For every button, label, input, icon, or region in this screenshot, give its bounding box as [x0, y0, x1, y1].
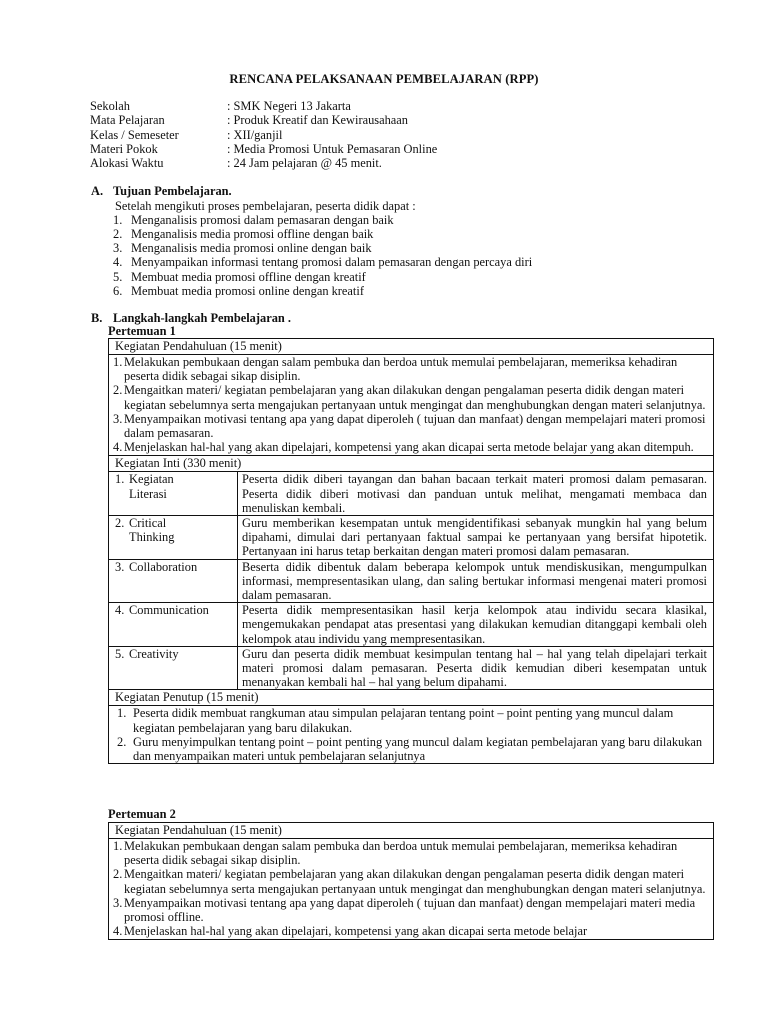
core-activity-table: [109, 472, 713, 689]
section-heading: A. Tujuan Pembelajaran.: [91, 184, 232, 198]
document-title: RENCANA PELAKSANAAN PEMBELAJARAN (RPP): [229, 72, 539, 86]
opening-activity-title: Kegiatan Pendahuluan (15 menit): [109, 339, 713, 355]
table-row: [109, 646, 713, 689]
info-label: Materi Pokok: [90, 141, 158, 156]
table-row: [109, 516, 713, 560]
info-label: Kelas / Semeseter: [90, 127, 179, 142]
section-heading: B. Langkah-langkah Pembelajaran .: [91, 311, 291, 325]
list-item: 1. Peserta didik membuat rangkuman atau simpulan pelajaran tentang point – point penting yang muncul dalam kegiatan pembelajaran yang baru dilakukan.: [117, 706, 674, 735]
meeting-2-label: Pertemuan 2: [108, 807, 176, 821]
info-row-alokasi: [90, 156, 437, 170]
info-label: Sekolah: [90, 99, 130, 113]
activity-name: 4. Communication: [109, 603, 238, 647]
activity-description: Peserta didik diberi tayangan dan bahan bacaan terkait materi promosi dalam pemasaran. Peserta didik diberi motivasi dan panduan untuk melihat, mengamati membaca dan menuliskan kembali.: [242, 472, 707, 515]
list-item: 6. Membuat media promosi online dengan kreatif: [113, 283, 364, 298]
list-item: 2. Mengaitkan materi/ kegiatan pembelajaran yang akan dilakukan dengan pengalaman peserta didik dengan materi kegiatan sebelumnya serta mengajukan pertanyaan untuk mengingat dan menghubungkan dengan materi selanjutnya.: [113, 867, 706, 896]
section-intro: Setelah mengikuti proses pembelajaran, peserta didik dapat :: [115, 198, 416, 213]
list-item: 3. Menganalisis media promosi online dengan baik: [113, 241, 372, 256]
list-item: 2. Menganalisis media promosi offline dengan baik: [113, 226, 374, 241]
list-item: 3. Menyampaikan motivasi tentang apa yang dapat diperoleh ( tujuan dan manfaat) dengan mempelajari materi media promosi offline.: [113, 895, 696, 925]
activity-name: 3. Collaboration: [109, 559, 238, 603]
info-value: : 24 Jam pelajaran @ 45 menit.: [227, 156, 382, 171]
list-item: 2. Guru menyimpulkan tentang point – point penting yang muncul dalam kegiatan pembelajaran yang baru dilakukan dan menyampaikan materi untuk pembelajaran selanjutnya: [117, 734, 703, 764]
section-tujuan: [91, 184, 532, 298]
info-row-mapel: [90, 113, 437, 127]
list-item: 4. Menjelaskan hal-hal yang akan dipelajari, kompetensi yang akan dicapai serta metode belajar yang akan ditempuh.: [113, 440, 694, 455]
info-row-kelas: [90, 128, 437, 142]
table-row: [109, 472, 713, 515]
info-label: Mata Pelajaran: [90, 113, 165, 128]
info-label: Alokasi Waktu: [90, 156, 164, 171]
opening-steps: [109, 355, 713, 455]
list-item: 4. Menyampaikan informasi tentang promosi dalam pemasaran dengan percaya diri: [113, 255, 533, 270]
activity-description: Guru dan peserta didik membuat kesimpulan tentang hal – hal yang telah dipelajari terkait materi promosi dalam pemasaran. Peserta didik kemudian diberi kesempatan untuk menanyakan kembali hal – hal yang belum dipahami.: [238, 646, 714, 689]
opening-steps: [109, 839, 713, 939]
closing-steps: [109, 706, 713, 763]
list-item: 1. Menganalisis promosi dalam pemasaran dengan baik: [113, 212, 394, 227]
identity-block: [90, 99, 437, 170]
activity-description: Guru memberikan kesempatan untuk mengidentifikasi sebanyak mungkin hal yang belum dipahami, dimulai dari pertanyaan faktual sampai ke pertanyaan yang bersifat hipotetik. Pertanyaan ini harus tetap berkaitan dengan materi promosi dalam pemasaran.: [238, 516, 714, 560]
meeting-1-table: [108, 338, 714, 764]
list-item: 5. Membuat media promosi offline dengan kreatif: [113, 269, 366, 284]
list-item: 2. Mengaitkan materi/ kegiatan pembelajaran yang akan dilakukan dengan pengalaman peserta didik dengan materi kegiatan sebelumnya serta mengajukan pertanyaan untuk mengingat dan menghubungkan dengan materi selanjutnya.: [113, 383, 706, 412]
info-value: : SMK Negeri 13 Jakarta: [227, 99, 351, 113]
table-row: [109, 559, 713, 603]
activity-name: 5. Creativity: [109, 646, 238, 689]
info-value: : Produk Kreatif dan Kewirausahaan: [227, 113, 408, 128]
objective-list: [113, 213, 532, 298]
info-row-materi: [90, 142, 437, 156]
closing-activity-title: Kegiatan Penutup (15 menit): [109, 689, 713, 706]
info-value: : XII/ganjil: [227, 127, 283, 142]
meeting-1-label: Pertemuan 1: [108, 324, 176, 338]
list-item: 4. Menjelaskan hal-hal yang akan dipelajari, kompetensi yang akan dicapai serta metode belajar: [113, 924, 588, 939]
info-row-sekolah: [90, 99, 437, 113]
activity-name: 1. Kegiatan Literasi: [109, 472, 238, 515]
activity-description: Beserta didik dibentuk dalam beberapa kelompok untuk mendiskusikan, mengumpulkan informasi, mempresentasikan ulang, dan saling bertukar informasi mengenai materi promosi dalam pemasaran.: [238, 559, 714, 603]
list-item: 1. Melakukan pembukaan dengan salam pembuka dan berdoa untuk memulai pembelajaran, memeriksa kehadiran peserta didik sebagai sikap disiplin.: [113, 839, 678, 868]
activity-description: Peserta didik mempresentasikan hasil kerja kelompok atau individu secara klasikal, mengemukakan pendapat atas presentasi yang dilakukan kemudian ditanggapi kembali oleh kelompok atau individu yang mempresentasikan.: [238, 603, 714, 647]
list-item: 3. Menyampaikan motivasi tentang apa yang dapat diperoleh ( tujuan dan manfaat) dengan mempelajari materi promosi dalam pemasaran.: [113, 411, 706, 441]
core-activity-title: Kegiatan Inti (330 menit): [109, 455, 713, 472]
list-item: 1. Melakukan pembukaan dengan salam pembuka dan berdoa untuk memulai pembelajaran, memeriksa kehadiran peserta didik sebagai sikap disiplin.: [113, 355, 678, 384]
activity-name: 2. Critical Thinking: [109, 516, 238, 560]
info-value: : Media Promosi Untuk Pemasaran Online: [227, 141, 438, 156]
opening-activity-title: Kegiatan Pendahuluan (15 menit): [109, 823, 713, 839]
meeting-2-table: [108, 822, 714, 940]
table-row: [109, 603, 713, 647]
